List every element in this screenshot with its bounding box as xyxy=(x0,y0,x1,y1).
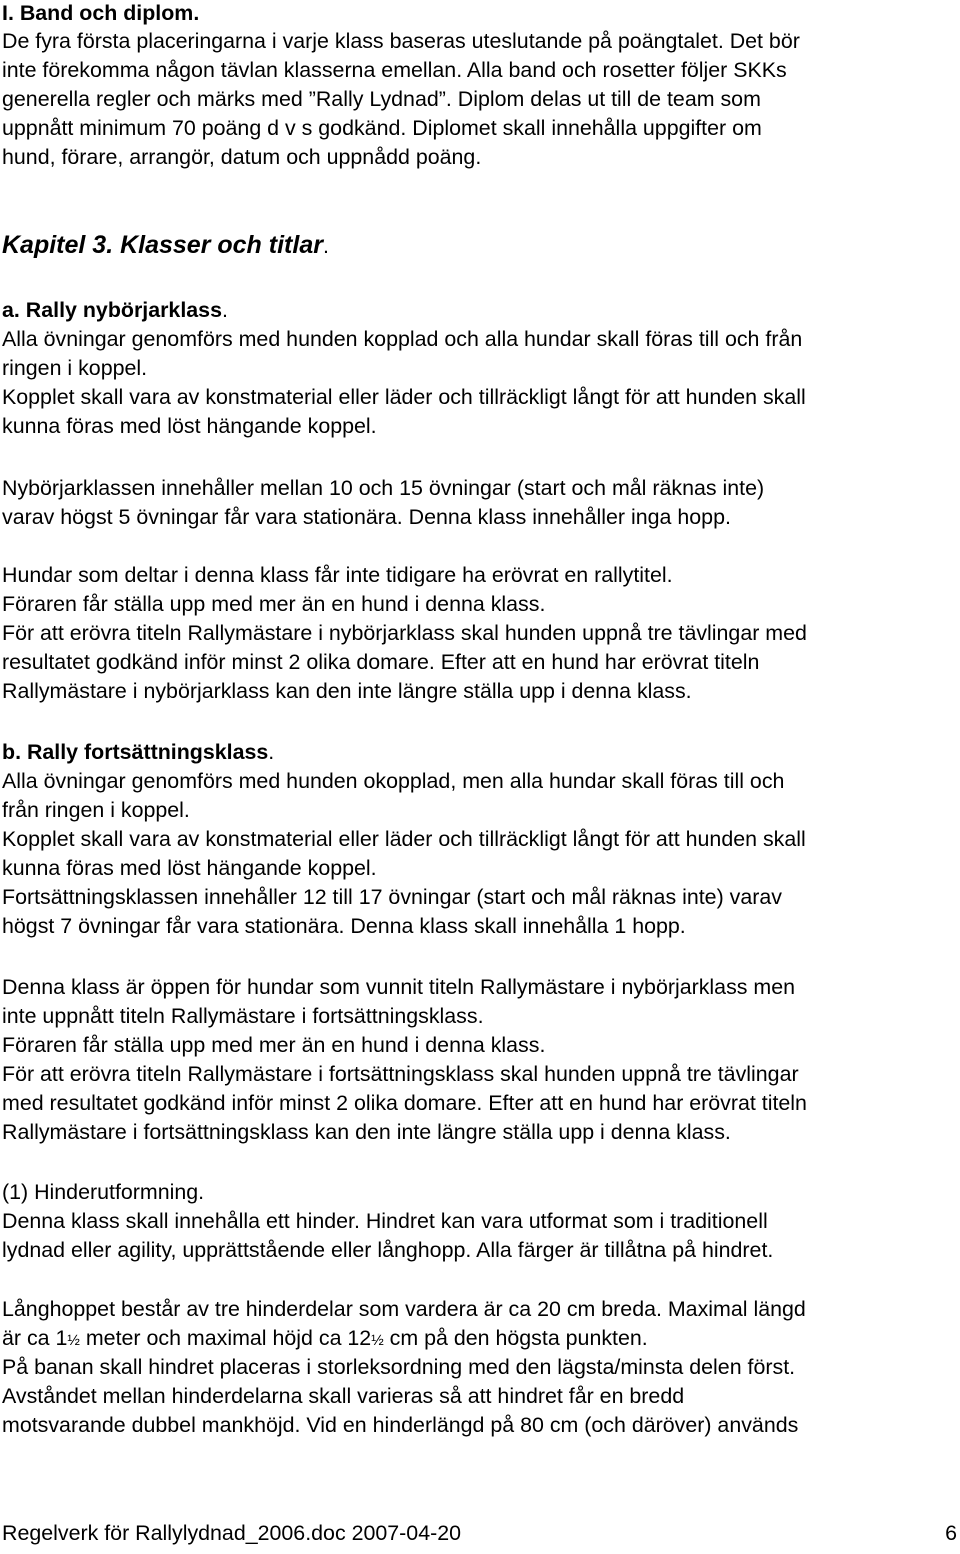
section-b-line: med resultatet godkänd inför minst 2 olika domare. Efter att en hund har erövrat titeln xyxy=(2,1091,807,1115)
section-a-line: Alla övningar genomförs med hunden kopplad och alla hundar skall föras till och från xyxy=(2,327,803,351)
chapter-heading xyxy=(2,231,329,261)
footer-document-info: Regelverk för Rallylydnad_2006.doc 2007-04-20 xyxy=(2,1521,462,1545)
section-a-line: resultatet godkänd inför minst 2 olika domare. Efter att en hund har erövrat titeln xyxy=(2,650,760,674)
band-line: generella regler och märks med ”Rally Lydnad”. Diplom delas ut till de team som xyxy=(2,87,761,111)
section-b-suffix: . xyxy=(268,740,275,764)
section-a-line: Hundar som deltar i denna klass får inte tidigare ha erövrat en rallytitel. xyxy=(2,563,673,587)
section-a-line: För att erövra titeln Rallymästare i nybörjarklass skal hunden uppnå tre tävlingar med xyxy=(2,621,807,645)
hinder-measure-line xyxy=(2,1324,648,1355)
section-a-line: varav högst 5 övningar får vara stationära. Denna klass innehåller inga hopp. xyxy=(2,505,731,529)
section-b-line: från ringen i koppel. xyxy=(2,798,190,822)
measure-text: cm på den högsta punkten. xyxy=(383,1326,648,1350)
band-line: uppnått minimum 70 poäng d v s godkänd. Diplomet skall innehålla uppgifter om xyxy=(2,116,762,140)
section-b-line: Föraren får ställa upp med mer än en hund i denna klass. xyxy=(2,1033,546,1057)
section-b-line: kunna föras med löst hängande koppel. xyxy=(2,856,377,880)
band-line: De fyra första placeringarna i varje klass baseras uteslutande på poängtalet. Det bör xyxy=(2,29,800,53)
hinder-heading: (1) Hinderutformning. xyxy=(2,1180,205,1204)
section-b-line: Rallymästare i fortsättningsklass kan den inte längre ställa upp i denna klass. xyxy=(2,1120,731,1144)
hinder-line: Långhoppet består av tre hinderdelar som vardera är ca 20 cm breda. Maximal längd xyxy=(2,1297,806,1321)
section-a-line: Föraren får ställa upp med mer än en hund i denna klass. xyxy=(2,592,546,616)
section-b-line: Alla övningar genomförs med hunden okopplad, men alla hundar skall föras till och xyxy=(2,769,785,793)
section-a-line: kunna föras med löst hängande koppel. xyxy=(2,414,377,438)
section-b-line: För att erövra titeln Rallymästare i fortsättningsklass skal hunden uppnå tre tävlingar xyxy=(2,1062,799,1086)
measure-fraction: ½ xyxy=(67,1332,80,1349)
measure-text: meter och maximal höjd ca 12 xyxy=(79,1326,372,1350)
section-a-line: Nybörjarklassen innehåller mellan 10 och 15 övningar (start och mål räknas inte) xyxy=(2,476,765,500)
section-b-heading xyxy=(2,738,274,767)
band-heading: I. Band och diplom. xyxy=(2,1,200,25)
section-a-line: Kopplet skall vara av konstmaterial eller läder och tillräckligt långt för att hunden skall xyxy=(2,385,806,409)
chapter-title: Kapitel 3. Klasser och titlar xyxy=(2,231,323,259)
hinder-line: lydnad eller agility, upprättstående eller långhopp. Alla färger är tillåtna på hindret. xyxy=(2,1238,774,1262)
section-b-line: inte uppnått titeln Rallymästare i fortsättningsklass. xyxy=(2,1004,484,1028)
section-a-heading xyxy=(2,296,228,325)
section-a-line: Rallymästare i nybörjarklass kan den inte längre ställa upp i denna klass. xyxy=(2,679,692,703)
band-line: hund, förare, arrangör, datum och uppnådd poäng. xyxy=(2,145,482,169)
hinder-line: motsvarande dubbel mankhöjd. Vid en hinderlängd på 80 cm (och däröver) används xyxy=(2,1413,799,1437)
section-b-line: högst 7 övningar får vara stationära. Denna klass skall innehålla 1 hopp. xyxy=(2,914,686,938)
footer-page-number: 6 xyxy=(945,1521,957,1545)
hinder-line: På banan skall hindret placeras i storleksordning med den lägsta/minsta delen först. xyxy=(2,1355,796,1379)
section-a-title: a. Rally nybörjarklass xyxy=(2,298,222,322)
hinder-line: Denna klass skall innehålla ett hinder. Hindret kan vara utformat som i traditionell xyxy=(2,1209,768,1233)
section-b-line: Kopplet skall vara av konstmaterial eller läder och tillräckligt långt för att hunden skall xyxy=(2,827,806,851)
section-b-line: Denna klass är öppen för hundar som vunnit titeln Rallymästare i nybörjarklass men xyxy=(2,975,796,999)
measure-fraction: ½ xyxy=(371,1332,384,1349)
section-b-title: b. Rally fortsättningsklass xyxy=(2,740,269,764)
section-a-suffix: . xyxy=(221,298,228,322)
measure-text: är ca 1 xyxy=(2,1326,68,1350)
section-a-line: ringen i koppel. xyxy=(2,356,148,380)
chapter-suffix: . xyxy=(322,234,329,258)
hinder-line: Avståndet mellan hinderdelarna skall varieras så att hindret får en bredd xyxy=(2,1384,685,1408)
section-b-line: Fortsättningsklassen innehåller 12 till 17 övningar (start och mål räknas inte) varav xyxy=(2,885,782,909)
band-line: inte förekomma någon tävlan klasserna emellan. Alla band och rosetter följer SKKs xyxy=(2,58,787,82)
